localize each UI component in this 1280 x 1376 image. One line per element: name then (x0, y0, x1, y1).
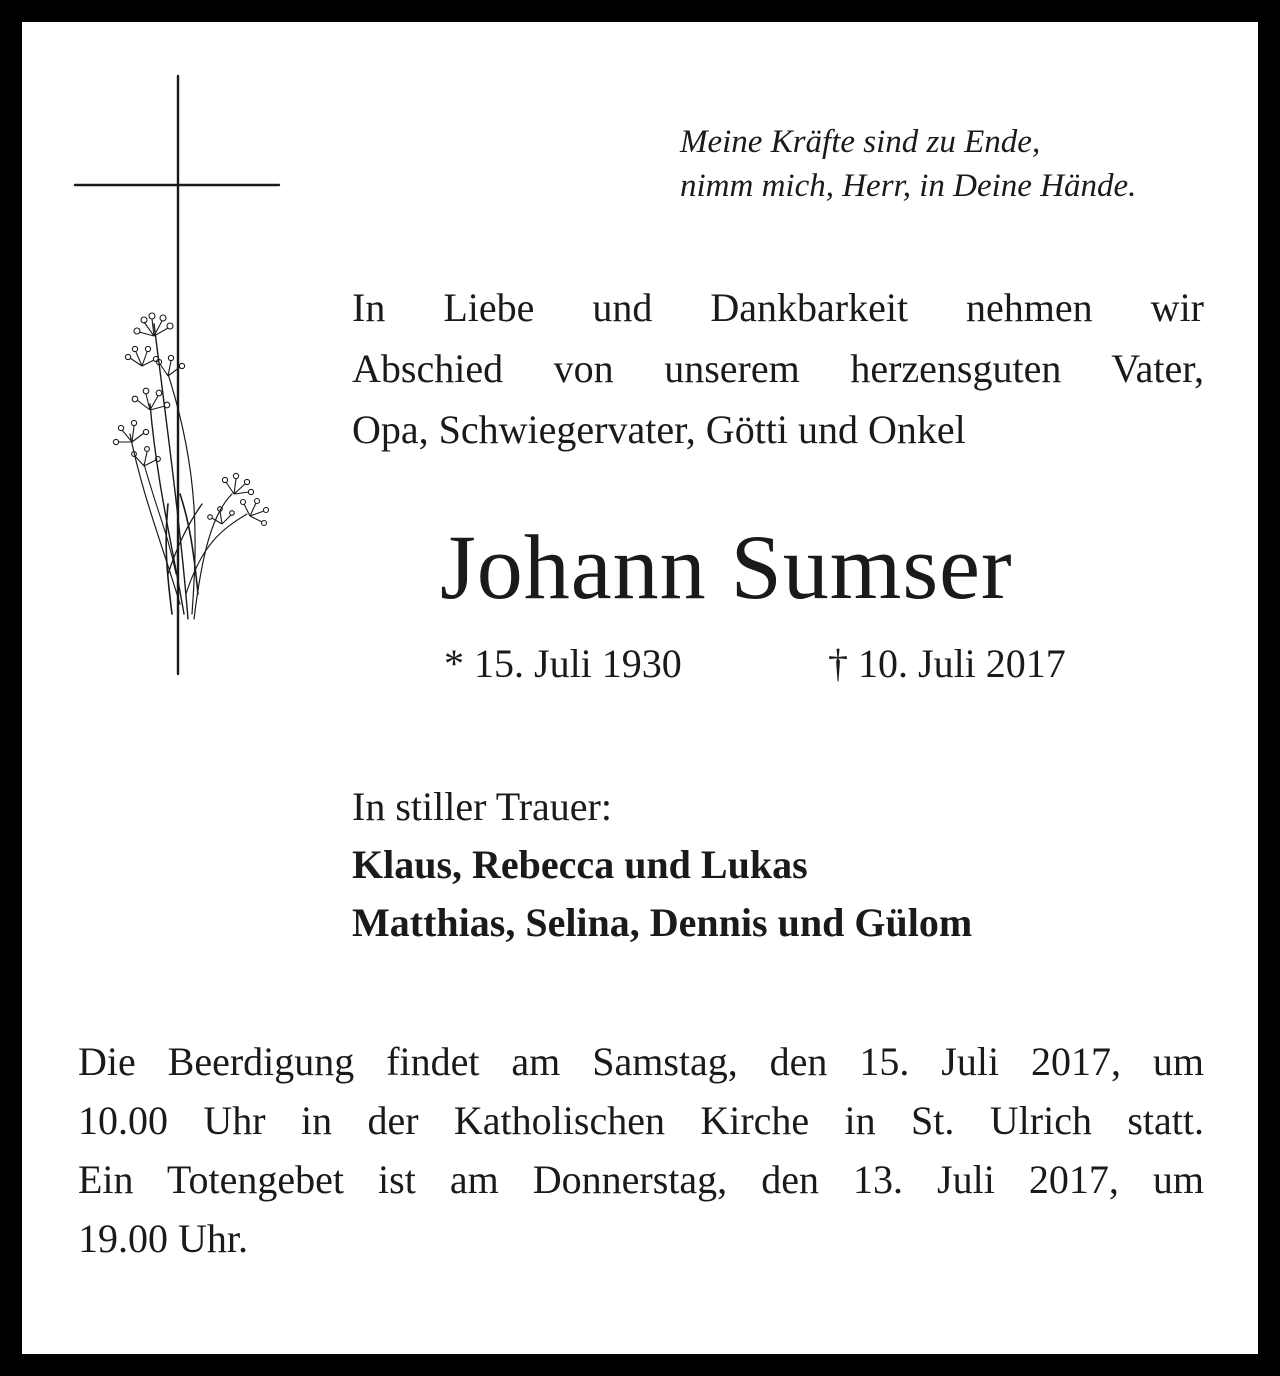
intro-line: In Liebe und Dankbarkeit nehmen wir (352, 285, 1204, 330)
mourners-line: Klaus, Rebecca und Lukas (352, 842, 808, 887)
funeral-line: Ein Totengebet ist am Donnerstag, den 13. Juli 2017, um (78, 1157, 1204, 1202)
mourning-label: In stiller Trauer: (352, 784, 612, 829)
intro-line: Opa, Schwiegervater, Götti und Onkel (352, 407, 966, 452)
verse-quote (680, 120, 1240, 208)
mourners-line: Matthias, Selina, Dennis und Gülom (352, 900, 973, 945)
intro-text (352, 277, 1204, 460)
verse-line: nimm mich, Herr, in Deine Hände. (680, 168, 1137, 204)
obituary-notice (22, 22, 1258, 1354)
funeral-line: Die Beerdigung findet am Samstag, den 15. Juli 2017, um (78, 1039, 1204, 1084)
intro-line: Abschied von unserem herzensguten Vater, (352, 346, 1204, 391)
deceased-name: Johann Sumser (440, 516, 1013, 618)
birth-date: * 15. Juli 1930 (444, 641, 682, 686)
verse-line: Meine Kräfte sind zu Ende, (680, 124, 1041, 160)
funeral-details (78, 1032, 1204, 1268)
funeral-line: 10.00 Uhr in der Katholischen Kirche in St. Ulrich statt. (78, 1098, 1204, 1143)
cross-with-grass-icon (72, 74, 282, 679)
mourners-block (352, 778, 972, 952)
funeral-line: 19.00 Uhr. (78, 1216, 248, 1261)
death-date: † 10. Juli 2017 (828, 641, 1066, 686)
